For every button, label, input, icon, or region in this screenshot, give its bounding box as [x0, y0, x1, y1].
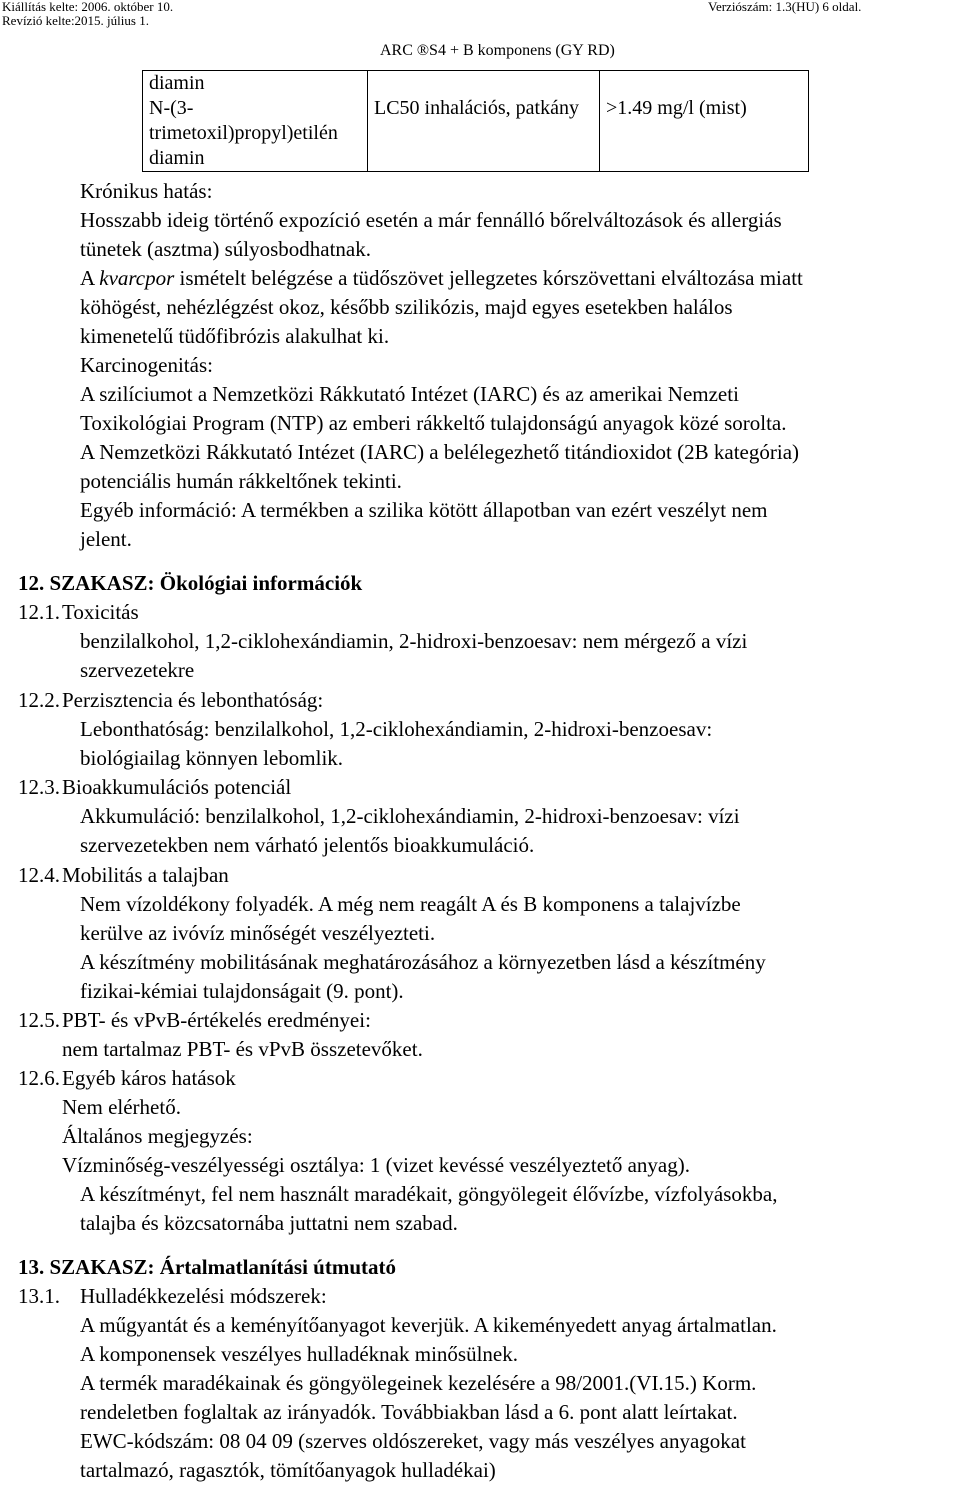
carcinogenicity-text: potenciális humán rákkeltőnek tekinti. — [80, 469, 402, 493]
quartz-text: köhögést, nehézlégzést okoz, később szilikózis, majd egyes esetekben halálos — [80, 295, 733, 319]
table-row — [143, 71, 809, 172]
subsection-13-1-title: Hulladékkezelési módszerek: — [80, 1284, 327, 1308]
substance-line: diamin — [149, 147, 205, 169]
waste-method-text: A műgyantát és a keményítőanyagot keverjük. A kikeményedett anyag ártalmatlan. — [80, 1313, 777, 1337]
substance-cell — [143, 71, 368, 172]
subsection-12-5-title: PBT- és vPvB-értékelés eredményei: — [62, 1008, 371, 1032]
subsection-12-3-text: Akkumuláció: benzilalkohol, 1,2-ciklohexándiamin, 2-hidroxi-benzoesav: vízi — [80, 804, 740, 828]
subsection-12-3-text: szervezetekben nem várható jelentős bioakkumuláció. — [80, 833, 535, 857]
subsection-12-3-title: Bioakkumulációs potenciál — [62, 775, 292, 799]
test-cell — [368, 71, 600, 172]
subsection-12-2-number: 12.2. — [18, 688, 60, 712]
water-hazard-class: Vízminőség-veszélyességi osztálya: 1 (vizet kevéssé veszélyeztető anyag). — [62, 1153, 691, 1177]
revision-date: Revízió kelte:2015. július 1. — [2, 13, 149, 28]
subsection-12-3-number: 12.3. — [18, 775, 60, 799]
substance-line: N-(3- — [149, 97, 194, 119]
substance-line: diamin — [149, 72, 205, 94]
subsection-12-1-title: Toxicitás — [62, 600, 139, 624]
subsection-12-5-number: 12.5. — [18, 1008, 60, 1032]
chronic-text: Hosszabb ideig történő expozíció esetén a már fennálló bőrelváltozások és allergiás — [80, 208, 782, 232]
disposal-warning: talajba és közcsatornába juttatni nem szabad. — [80, 1211, 458, 1235]
subsection-12-4-text: fizikai-kémiai tulajdonságait (9. pont). — [80, 979, 404, 1003]
carcinogenicity-label: Karcinogenitás: — [80, 353, 213, 377]
subsection-12-2-title: Perzisztencia és lebonthatóság: — [62, 688, 324, 712]
subsection-12-4-text: Nem vízoldékony folyadék. A még nem reagált A és B komponens a talajvízbe — [80, 892, 741, 916]
subsection-12-6-text: Nem elérhető. — [62, 1095, 181, 1119]
subsection-12-4-number: 12.4. — [18, 863, 60, 887]
carcinogenicity-text: A Nemzetközi Rákkutató Intézet (IARC) a belélegezhető titándioxidot (2B kategória) — [80, 440, 800, 464]
subsection-13-1-number: 13.1. — [18, 1284, 60, 1308]
ewc-code-text: EWC-kódszám: 08 04 09 (szerves oldószereket, vagy más veszélyes anyagokat — [80, 1429, 746, 1453]
quartz-prefix: A — [80, 266, 100, 290]
product-name: ARC ®S4 + B komponens (GY RD) — [380, 42, 615, 59]
carcinogenicity-text: Toxikológiai Program (NTP) az emberi rákkeltő tulajdonságú anyagok közé sorolta. — [80, 411, 787, 435]
waste-method-text: A termék maradékainak és göngyölegeinek kezelésére a 98/2001.(VI.15.) Korm. — [80, 1371, 757, 1395]
section-13-title: 13. SZAKASZ: Ártalmatlanítási útmutató — [18, 1255, 397, 1279]
quartz-first-rest: ismételt belégzése a tüdőszövet jellegzetes kórszövettani elváltozása miatt — [174, 266, 803, 290]
chronic-label: Krónikus hatás: — [80, 179, 213, 203]
quartz-text: kimenetelű tüdőfibrózis alakulhat ki. — [80, 324, 390, 348]
test-type: LC50 inhalációs, patkány — [374, 97, 579, 119]
subsection-12-1-text: szervezetekre — [80, 658, 195, 682]
subsection-12-2-text: biológiailag könnyen lebomlik. — [80, 746, 344, 770]
subsection-12-6-number: 12.6. — [18, 1066, 60, 1090]
subsection-12-2-text: Lebonthatóság: benzilalkohol, 1,2-ciklohexándiamin, 2-hidroxi-benzoesav: — [80, 717, 713, 741]
value-cell — [600, 71, 809, 172]
version-info: Verziószám: 1.3(HU) 6 oldal. — [708, 0, 862, 14]
subsection-12-1-text: benzilalkohol, 1,2-ciklohexándiamin, 2-hidroxi-benzoesav: nem mérgező a vízi — [80, 629, 748, 653]
carcinogenicity-text: A szilíciumot a Nemzetközi Rákkutató Intézet (IARC) és az amerikai Nemzeti — [80, 382, 739, 406]
other-info-text: Egyéb információ: A termékben a szilika kötött állapotban van ezért veszélyt nem — [80, 498, 768, 522]
quartz-word: kvarcpor — [99, 266, 175, 290]
general-note-label: Általános megjegyzés: — [62, 1124, 253, 1148]
quartz-text — [80, 266, 803, 290]
subsection-12-1-number: 12.1. — [18, 600, 60, 624]
subsection-12-6-title: Egyéb káros hatások — [62, 1066, 236, 1090]
issue-date: Kiállítás kelte: 2006. október 10. — [2, 0, 174, 14]
waste-method-text: rendeletben foglaltak az irányadók. Továbbiakban lásd a 6. pont alatt leírtakat. — [80, 1400, 738, 1424]
disposal-warning: A készítményt, fel nem használt maradékait, göngyölegeit élővízbe, vízfolyásokba, — [80, 1182, 778, 1206]
section-12-title: 12. SZAKASZ: Ökológiai információk — [18, 571, 363, 595]
ewc-code-text: tartalmazó, ragasztók, tömítőanyagok hulladékai) — [80, 1458, 496, 1482]
subsection-12-5-text: nem tartalmaz PBT- és vPvB összetevőket. — [62, 1037, 423, 1061]
waste-method-text: A komponensek veszélyes hulladéknak minősülnek. — [80, 1342, 518, 1366]
substance-line: trimetoxil)propyl)etilén — [149, 122, 338, 144]
subsection-12-4-title: Mobilitás a talajban — [62, 863, 229, 887]
other-info-text: jelent. — [80, 527, 132, 551]
test-value: >1.49 mg/l (mist) — [606, 97, 747, 119]
subsection-12-4-text: A készítmény mobilitásának meghatározásához a környezetben lásd a készítmény — [80, 950, 766, 974]
subsection-12-4-text: kerülve az ivóvíz minőségét veszélyezteti. — [80, 921, 436, 945]
chronic-text: tünetek (asztma) súlyosbodhatnak. — [80, 237, 372, 261]
toxicity-table — [142, 70, 809, 172]
